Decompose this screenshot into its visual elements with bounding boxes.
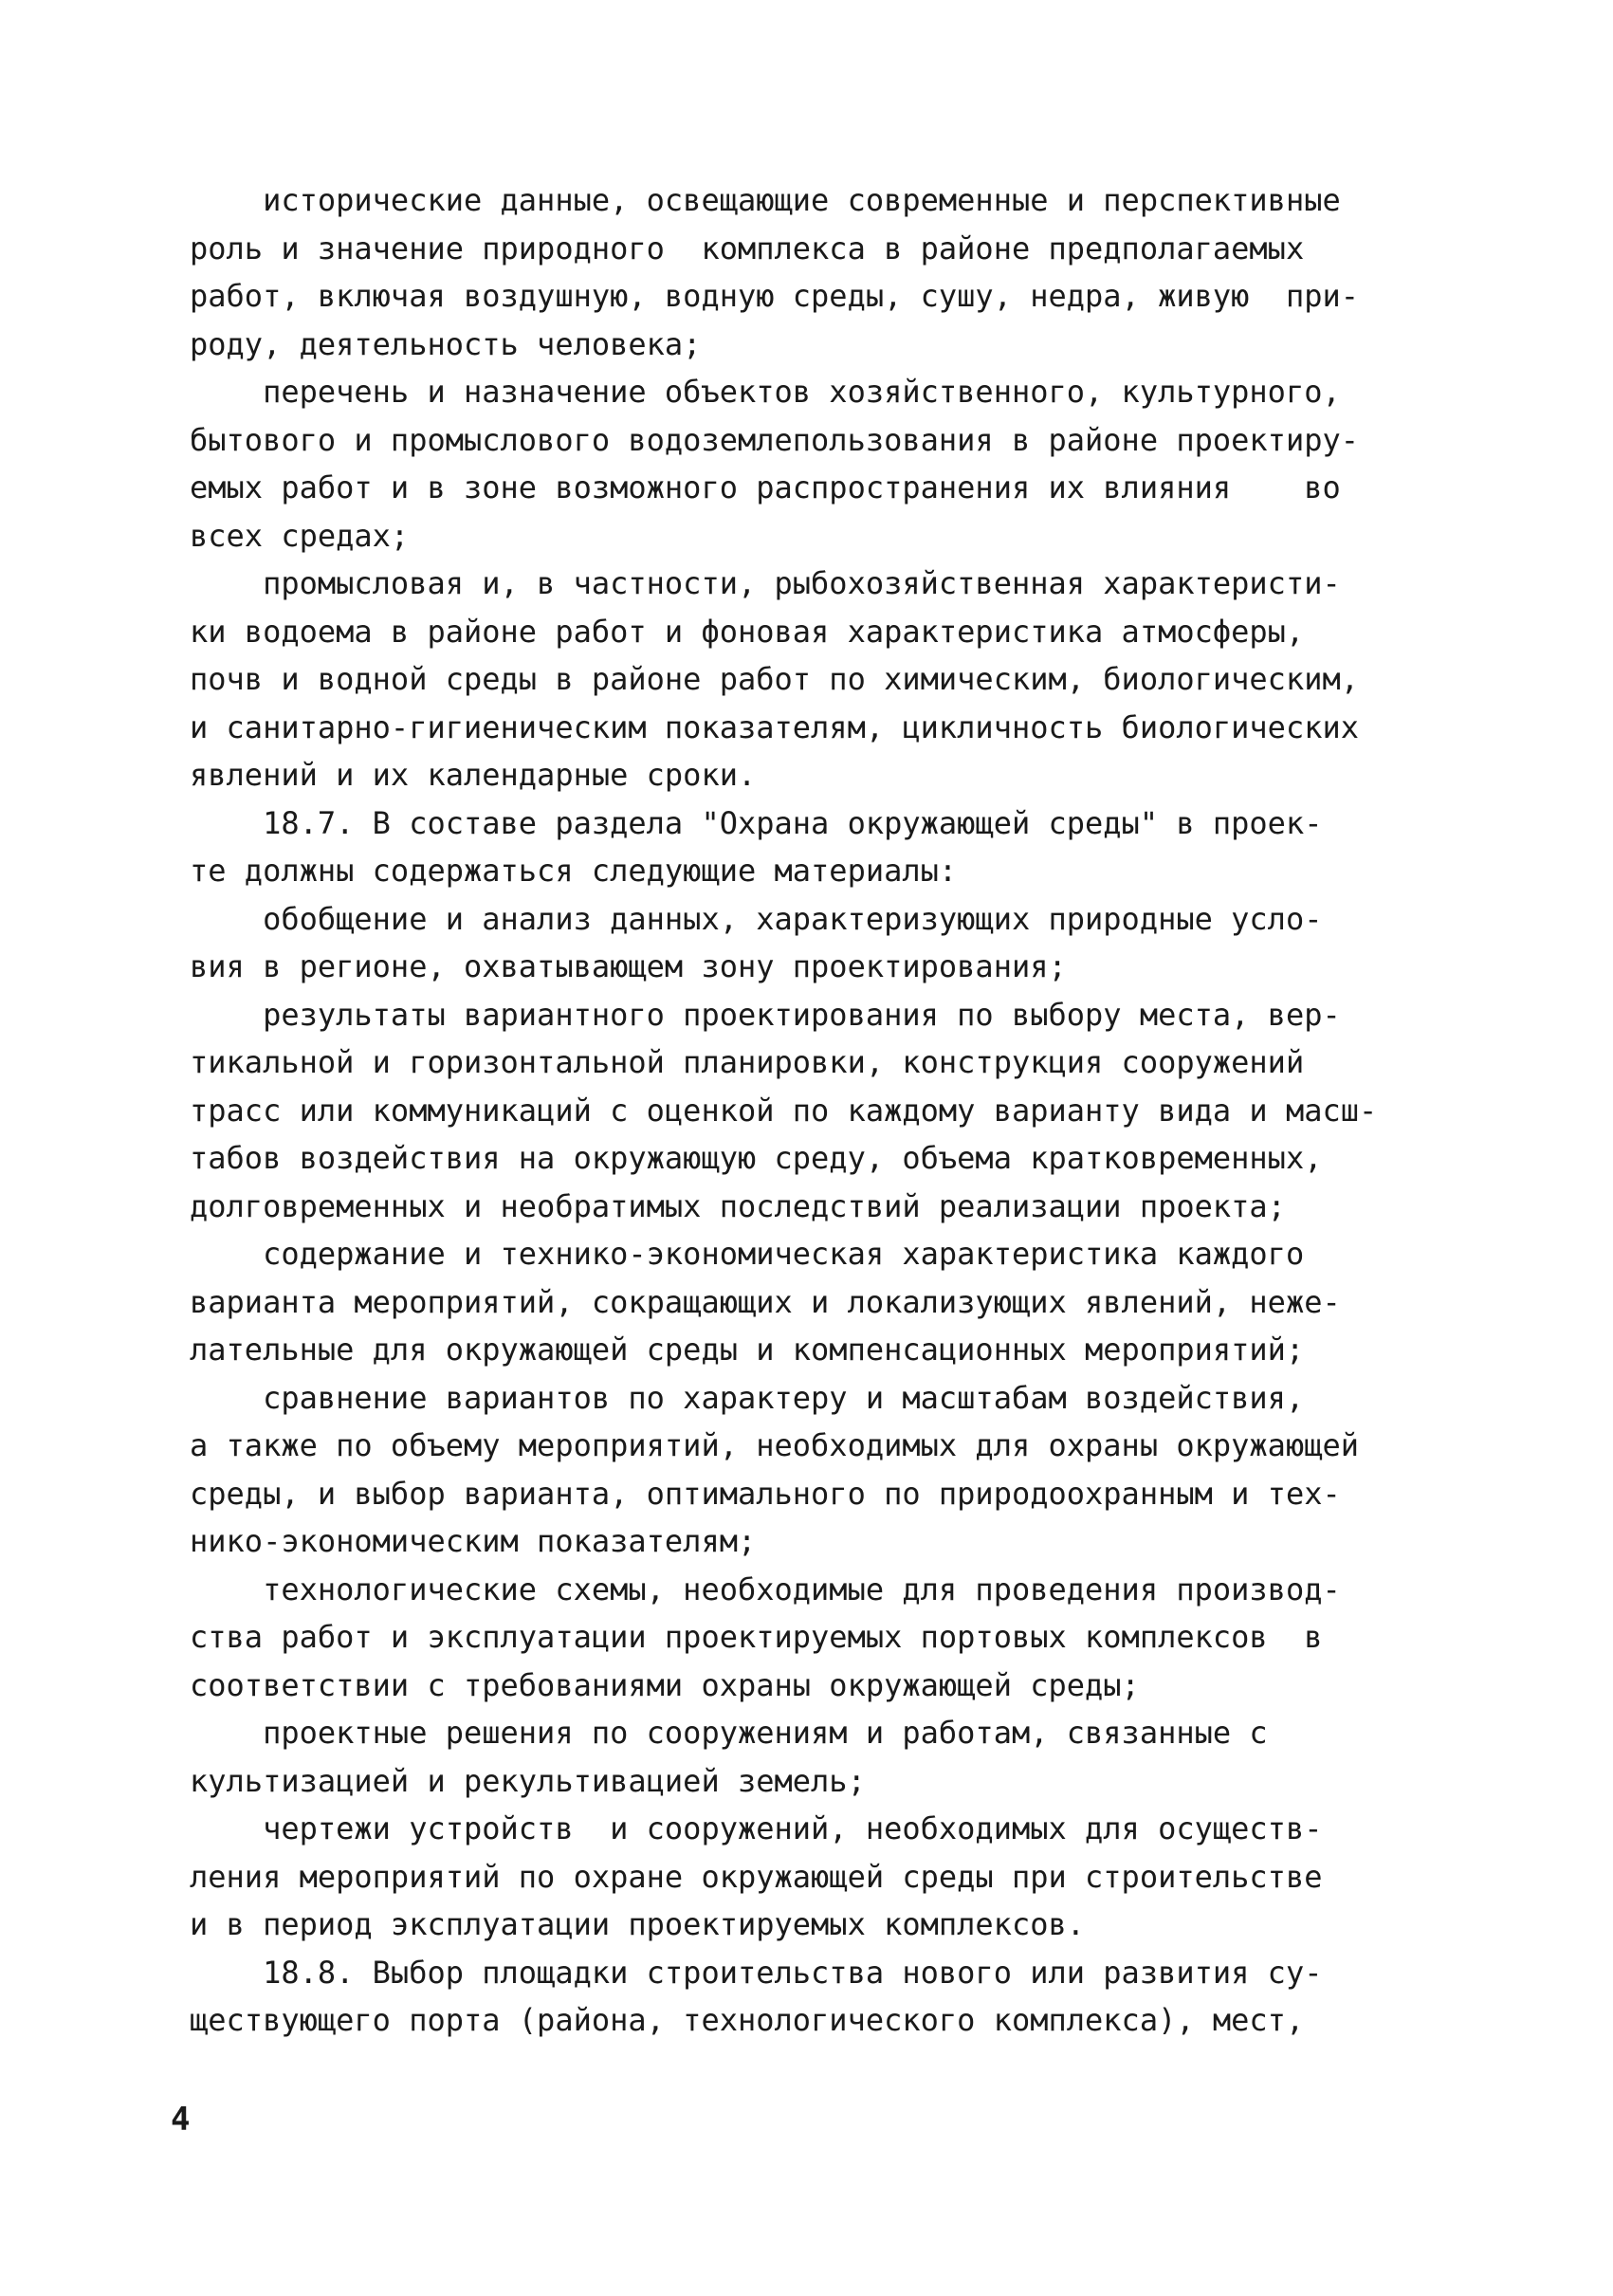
text-line: результаты вариантного проектирования по выбору места, вер- [190, 996, 1341, 1033]
text-line: бытового и промыслового водоземлепользования в районе проектиру- [190, 421, 1359, 458]
text-line: ществующего порта (района, технологического комплекса), мест, [190, 2002, 1305, 2038]
text-line: содержание и технико-экономическая характеристика каждого [190, 1236, 1305, 1272]
text-line: проектные решения по сооружениям и работам, связанные с [190, 1715, 1268, 1751]
text-line: ки водоема в районе работ и фоновая характеристика атмосферы, [190, 613, 1305, 650]
text-line: вия в регионе, охватывающем зону проектирования; [190, 948, 1067, 984]
text-line: ства работ и эксплуатации проектируемых портовых комплексов в [190, 1619, 1323, 1655]
text-line: явлений и их календарные сроки. [190, 757, 757, 793]
text-line: 18.7. В составе раздела "Охрана окружающей среды" в проек- [190, 804, 1323, 841]
text-line: промысловая и, в частности, рыбохозяйственная характеристи- [190, 565, 1341, 601]
text-line: нико-экономическим показателям; [190, 1523, 757, 1559]
text-line: те должны содержаться следующие материалы: [190, 853, 958, 889]
text-line: табов воздействия на окружающую среду, объема кратковременных, [190, 1140, 1323, 1176]
text-line: исторические данные, освещающие современные и перспективные [190, 182, 1341, 218]
text-line: и в период эксплуатации проектируемых комплексов. [190, 1906, 1086, 1942]
text-line: работ, включая воздушную, водную среды, сушу, недра, живую при- [190, 278, 1359, 314]
text-line: культизацией и рекультивацией земель; [190, 1762, 866, 1799]
text-line: и санитарно-гигиеническим показателям, цикличность биологических [190, 708, 1359, 745]
text-line: сравнение вариантов по характеру и масштабам воздействия, [190, 1379, 1305, 1416]
text-line: обобщение и анализ данных, характеризующих природные усло- [190, 900, 1323, 937]
text-line: варианта мероприятий, сокращающих и локализующих явлений, неже- [190, 1283, 1341, 1320]
body-text [190, 176, 1441, 2045]
page-number: 4 [171, 2101, 191, 2139]
text-line: тикальной и горизонтальной планировки, конструкция сооружений [190, 1044, 1305, 1080]
text-line: емых работ и в зоне возможного распространения их влияния во [190, 469, 1341, 505]
text-line: технологические схемы, необходимые для проведения производ- [190, 1570, 1341, 1607]
text-line: среды, и выбор варианта, оптимального по природоохранным и тех- [190, 1475, 1341, 1512]
text-line: чертежи устройств и сооружений, необходимых для осуществ- [190, 1810, 1323, 1846]
text-line: лательные для окружающей среды и компенсационных мероприятий; [190, 1332, 1305, 1368]
text-line: почв и водной среды в районе работ по химическим, биологическим, [190, 661, 1359, 697]
text-line: соответствии с требованиями охраны окружающей среды; [190, 1666, 1140, 1703]
text-line: роду, деятельность человека; [190, 325, 702, 362]
text-line: а также по объему мероприятий, необходимых для охраны окружающей [190, 1427, 1359, 1463]
text-line: 18.8. Выбор площадки строительства нового или развития су- [190, 1954, 1323, 1991]
text-line: трасс или коммуникаций с оценкой по каждому варианту вида и масш- [190, 1092, 1378, 1129]
text-line: роль и значение природного комплекса в районе предполагаемых [190, 230, 1305, 266]
text-line: перечень и назначение объектов хозяйственного, культурного, [190, 374, 1341, 410]
text-line: ления мероприятий по охране окружающей среды при строительстве [190, 1858, 1323, 1895]
text-line: долговременных и необратимых последствий реализации проекта; [190, 1187, 1286, 1224]
text-line: всех средах; [190, 517, 410, 554]
